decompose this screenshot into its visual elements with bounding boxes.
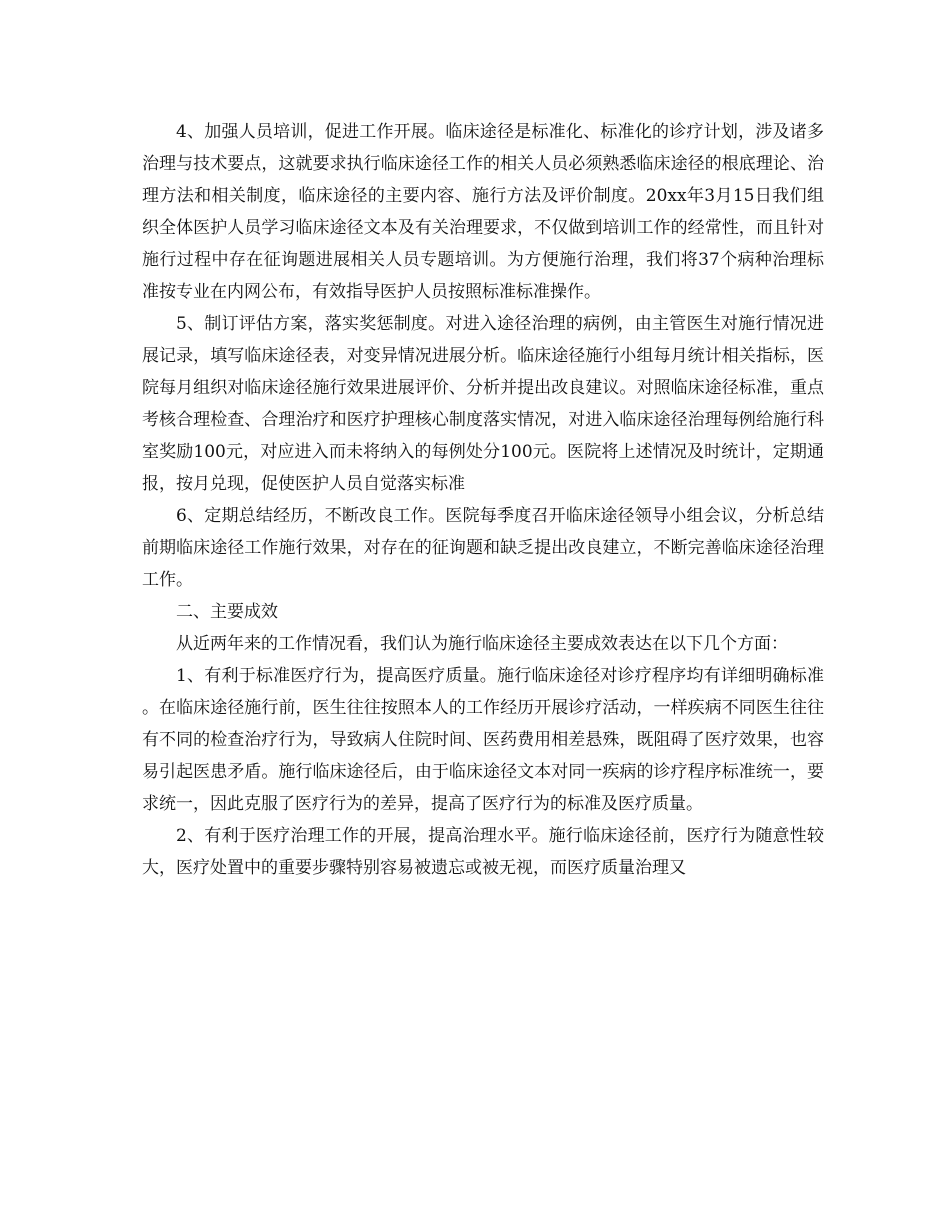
paragraph-result-1: 1、有利于标准医疗行为，提高医疗质量。施行临床途径对诊疗程序均有详细明确标准。在临床途径施行前，医生往往按照本人的工作经历开展诊疗活动，一样疾病不同医生往往有不同的检查治疗行为，导致病人住院时间、医药费用相差悬殊，既阻碍了医疗效果，也容易引起医患矛盾。施行临床途径后，由于临床途径文本对同一疾病的诊疗程序标准统一，要求统一，因此克服了医疗行为的差异，提高了医疗行为的标准及医疗质量。	[142, 666, 824, 814]
section-heading-results: 二、主要成效	[176, 602, 278, 622]
paragraph-result-2: 2、有利于医疗治理工作的开展，提高治理水平。施行临床途径前，医疗行为随意性较大，医疗处置中的重要步骤特别容易被遗忘或被无视，而医疗质量治理又	[142, 826, 824, 878]
paragraph-evaluation: 5、制订评估方案，落实奖惩制度。对进入途径治理的病例，由主管医生对施行情况进展记录，填写临床途径表，对变异情况进展分析。临床途径施行小组每月统计相关指标，医院每月组织对临床途径施行效果进展评价、分析并提出改良建议。对照临床途径标准，重点考核合理检查、合理治疗和医疗护理核心制度落实情况，对进入临床途径治理每例给施行科室奖励100元，对应进入而未将纳入的每例处分100元。医院将上述情况及时统计，定期通报，按月兑现，促使医护人员自觉落实标准	[142, 314, 824, 494]
paragraph-summary: 6、定期总结经历，不断改良工作。医院每季度召开临床途径领导小组会议，分析总结前期临床途径工作施行效果，对存在的征询题和缺乏提出改良建立，不断完善临床途径治理工作。	[142, 506, 824, 590]
document-body	[142, 116, 824, 884]
paragraph-training: 4、加强人员培训，促进工作开展。临床途径是标准化、标准化的诊疗计划，涉及诸多治理与技术要点，这就要求执行临床途径工作的相关人员必须熟悉临床途径的根底理论、治理方法和相关制度，临床途径的主要内容、施行方法及评价制度。20xx年3月15日我们组织全体医护人员学习临床途径文本及有关治理要求，不仅做到培训工作的经常性，而且针对施行过程中存在征询题进展相关人员专题培训。为方便施行治理，我们将37个病种治理标准按专业在内网公布，有效指导医护人员按照标准标准操作。	[142, 122, 824, 302]
paragraph-results-intro: 从近两年来的工作情况看，我们认为施行临床途径主要成效表达在以下几个方面：	[176, 634, 788, 654]
